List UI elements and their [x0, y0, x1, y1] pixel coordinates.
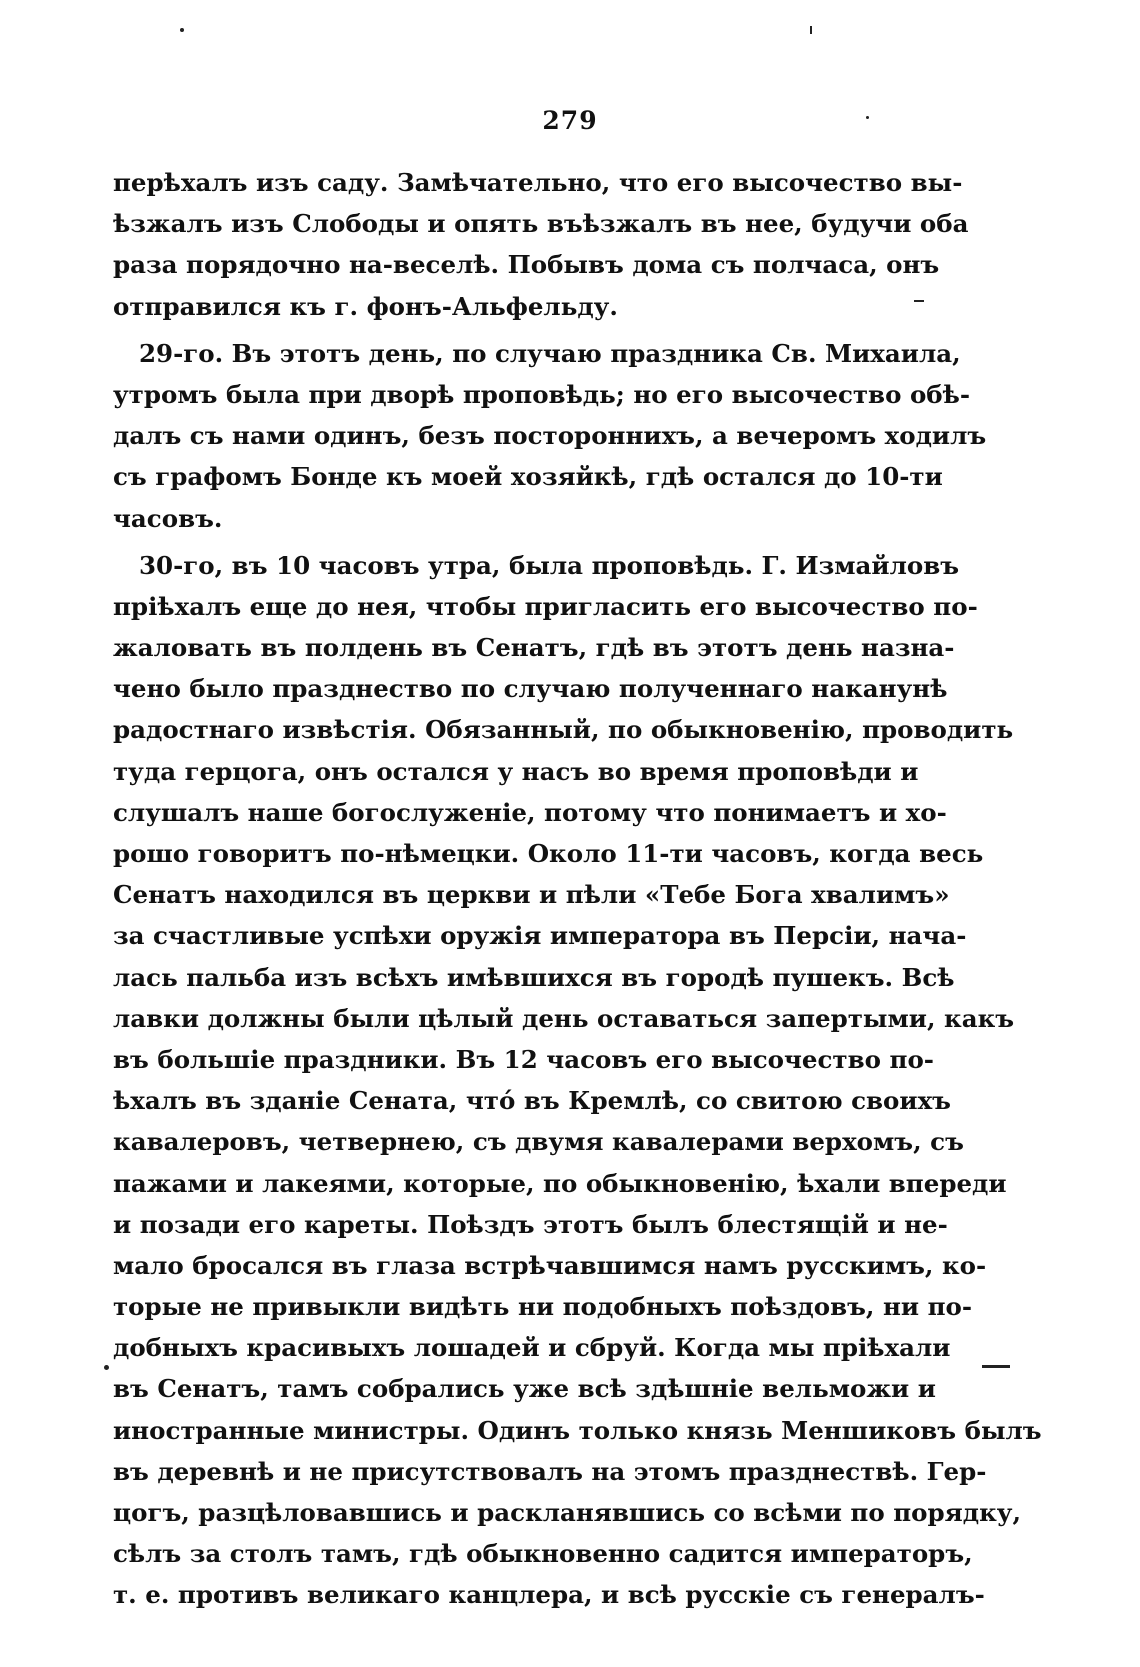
text-line: въ Сенатъ, тамъ собрались уже всѣ здѣшніе вельможи и — [113, 1374, 936, 1404]
text-line: кавалеровъ, четвернею, съ двумя кавалерами верхомъ, съ — [113, 1127, 964, 1157]
text-line: съ графомъ Бонде къ моей хозяйкѣ, гдѣ остался до 10-ти — [113, 462, 943, 492]
text-line: далъ съ нами одинъ, безъ постороннихъ, а вечеромъ ходилъ — [113, 421, 987, 451]
text-line: раза порядочно на-веселѣ. Побывъ дома съ полчаса, онъ — [113, 250, 940, 280]
text-line: радостнаго извѣстія. Обязанный, по обыкновенію, проводить — [113, 715, 1014, 745]
text-line: цогъ, разцѣловавшись и раскланявшись со всѣми по порядку, — [113, 1498, 1021, 1527]
scan-speck — [982, 1365, 1010, 1368]
text-line: лавки должны были цѣлый день оставаться запертыми, какъ — [113, 1003, 1015, 1033]
text-line: чено было празднество по случаю полученнаго наканунѣ — [113, 674, 948, 704]
text-line: рошо говоритъ по-нѣмецки. Около 11-ти часовъ, когда весь — [113, 839, 984, 868]
text-line: туда герцога, онъ остался у насъ во время проповѣди и — [113, 756, 919, 786]
text-line: 30-го, въ 10 часовъ утра, была проповѣдь. Г. Измайловъ — [139, 550, 960, 580]
scan-speck — [104, 1365, 109, 1370]
text-line: добныхъ красивыхъ лошадей и сбруй. Когда мы пріѣхали — [113, 1333, 951, 1363]
text-line: ѣхалъ въ зданіе Сената, что́ въ Кремлѣ, со свитою своихъ — [113, 1086, 951, 1116]
text-line: 29-го. Въ этотъ день, по случаю праздника Св. Михаила, — [139, 338, 961, 368]
text-line: часовъ. — [113, 503, 223, 533]
paragraph-2 — [113, 333, 987, 539]
text-line: лась пальба изъ всѣхъ имѣвшихся въ городѣ пушекъ. Всѣ — [113, 962, 955, 992]
text-line: въ большіе праздники. Въ 12 часовъ его высочество по- — [113, 1044, 934, 1074]
text-line: пажами и лакеями, которые, по обыкновенію, ѣхали впереди — [113, 1168, 1007, 1198]
text-line: отправился къ г. фонъ-Альфельду. — [113, 291, 618, 321]
text-line: и позади его кареты. Поѣздъ этотъ былъ блестящій и не- — [113, 1209, 948, 1239]
body-text — [113, 162, 1042, 1616]
text-line: т. е. противъ великаго канцлера, и всѣ русскіе съ генералъ- — [113, 1580, 985, 1610]
paragraph-3 — [113, 545, 1042, 1616]
text-line: утромъ была при дворѣ проповѣдь; но его высочество обѣ- — [113, 379, 971, 409]
paragraph-1 — [113, 162, 969, 327]
text-line: сѣлъ за столъ тамъ, гдѣ обыкновенно садится императоръ, — [113, 1539, 973, 1569]
scan-speck — [810, 26, 812, 34]
text-line: перѣхалъ изъ саду. Замѣчательно, что его высочество вы- — [113, 168, 963, 197]
text-line: жаловать въ полдень въ Сенатъ, гдѣ въ этотъ день назна- — [113, 633, 955, 663]
text-line: торые не привыкли видѣть ни подобныхъ поѣздовъ, ни по- — [113, 1292, 973, 1322]
text-line: за счастливые успѣхи оружія императора въ Персіи, нача- — [113, 921, 967, 951]
scan-speck — [914, 300, 924, 302]
page-number: 279 — [542, 106, 598, 135]
scan-speck — [866, 116, 869, 119]
text-line: Сенатъ находился въ церкви и пѣли «Тебе Бога хвалимъ» — [113, 880, 950, 910]
text-line: пріѣхалъ еще до нея, чтобы пригласить его высочество по- — [113, 591, 978, 621]
text-line: иностранные министры. Одинъ только князь Меншиковъ былъ — [113, 1415, 1042, 1445]
text-line: въ деревнѣ и не присутствовалъ на этомъ празднествѣ. Гер- — [113, 1456, 987, 1486]
text-line: ѣзжалъ изъ Слободы и опять въѣзжалъ въ нее, будучи оба — [113, 209, 969, 239]
text-line: мало бросался въ глаза встрѣчавшимся намъ русскимъ, ко- — [113, 1250, 987, 1280]
text-line: слушалъ наше богослуженіе, потому что понимаетъ и хо- — [113, 797, 947, 827]
scan-speck — [180, 28, 184, 32]
